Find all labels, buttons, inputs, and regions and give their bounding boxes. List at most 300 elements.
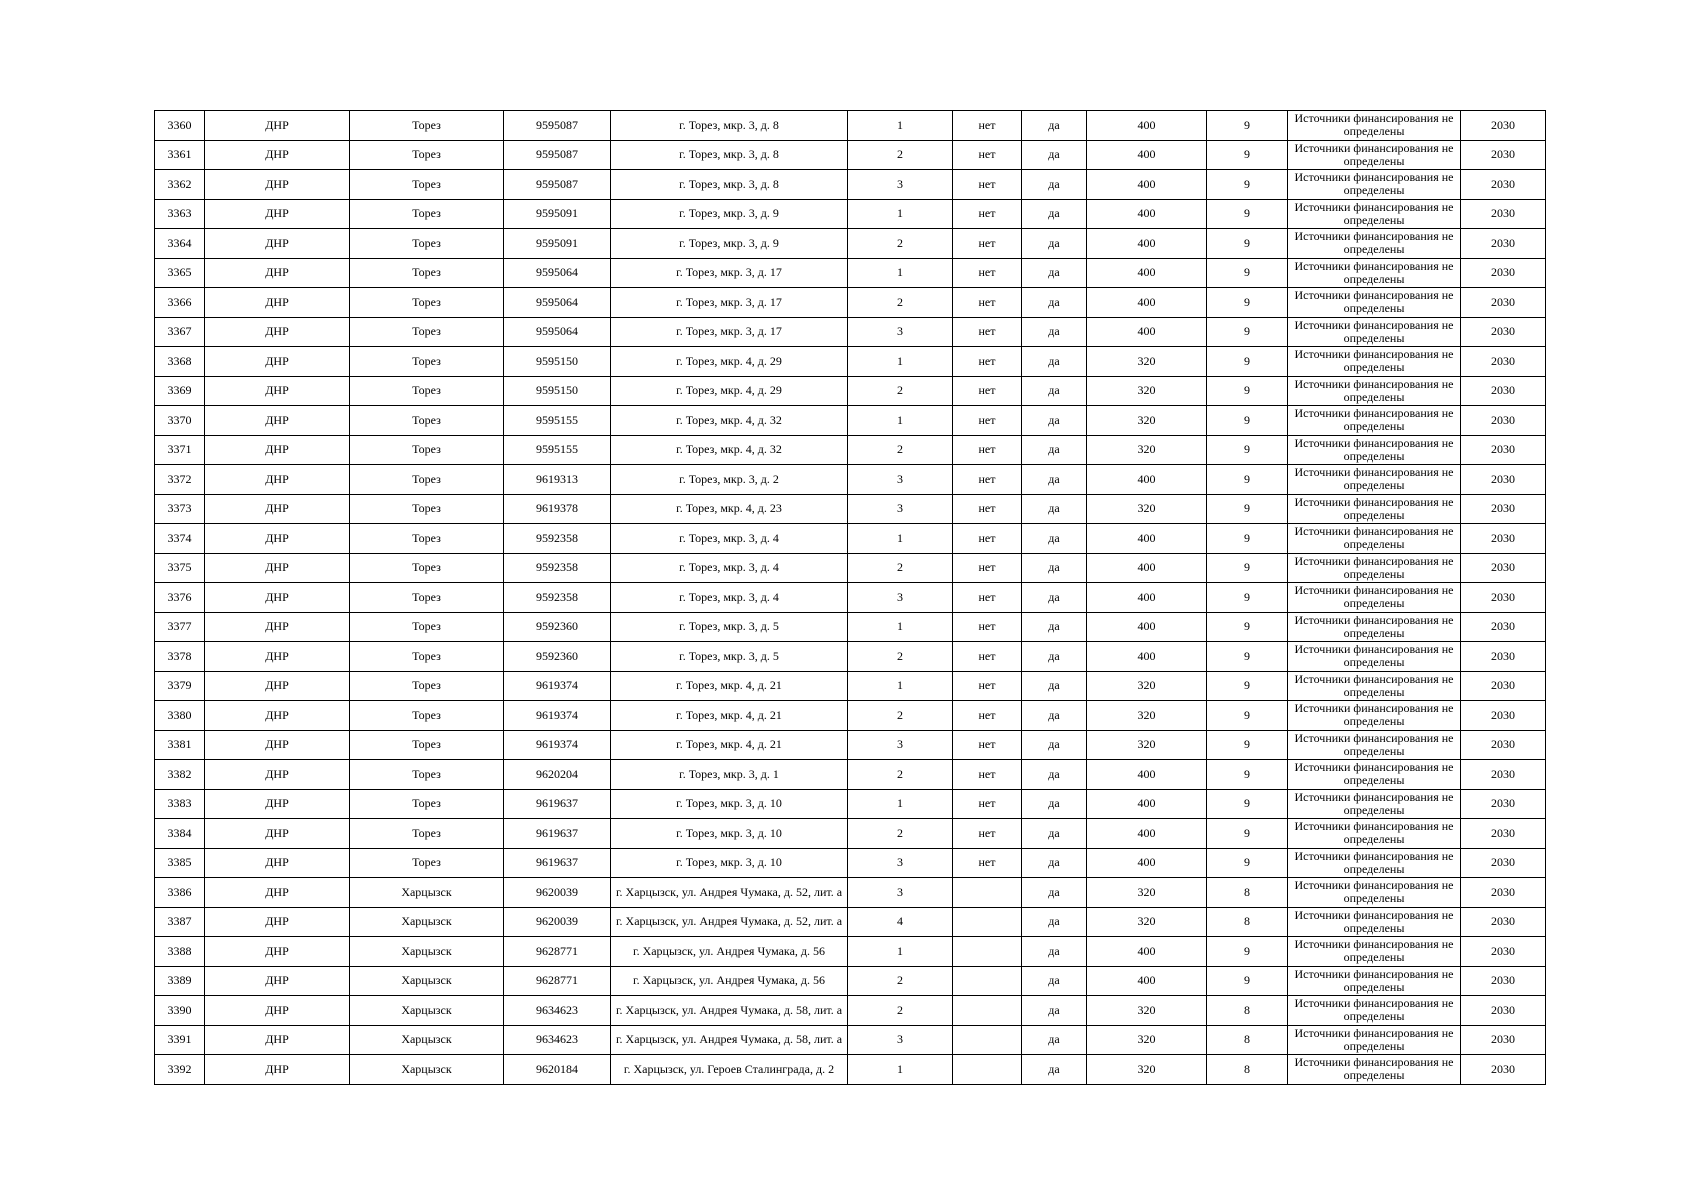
table-row [155,937,1546,967]
floors-cell: 9 [1207,819,1288,849]
region-cell: ДНР [205,1055,350,1085]
value-cell: 400 [1087,553,1207,583]
house-id-cell: 9592360 [504,612,611,642]
region-cell: ДНР [205,789,350,819]
year-cell: 2030 [1461,435,1546,465]
row-number-cell: 3386 [155,878,205,908]
flag-b-cell: да [1022,376,1087,406]
region-cell: ДНР [205,730,350,760]
funding-cell: Источники финансирования не определены [1288,671,1461,701]
city-cell: Торез [350,730,504,760]
house-id-cell: 9592358 [504,553,611,583]
table-row [155,465,1546,495]
flag-a-cell: нет [953,347,1022,377]
floors-cell: 9 [1207,760,1288,790]
flag-a-cell [953,878,1022,908]
region-cell: ДНР [205,170,350,200]
flag-b-cell: да [1022,996,1087,1026]
address-cell: г. Торез, мкр. 3, д. 10 [611,789,848,819]
city-cell: Торез [350,583,504,613]
entrance-cell: 1 [848,406,953,436]
city-cell: Харцызск [350,996,504,1026]
entrance-cell: 2 [848,760,953,790]
funding-cell: Источники финансирования не определены [1288,111,1461,141]
row-number-cell: 3369 [155,376,205,406]
year-cell: 2030 [1461,760,1546,790]
city-cell: Харцызск [350,1055,504,1085]
value-cell: 320 [1087,730,1207,760]
value-cell: 320 [1087,878,1207,908]
floors-cell: 9 [1207,494,1288,524]
city-cell: Торез [350,848,504,878]
flag-b-cell: да [1022,671,1087,701]
floors-cell: 9 [1207,966,1288,996]
value-cell: 400 [1087,258,1207,288]
house-id-cell: 9620184 [504,1055,611,1085]
funding-cell: Источники финансирования не определены [1288,199,1461,229]
house-id-cell: 9619374 [504,671,611,701]
city-cell: Торез [350,111,504,141]
year-cell: 2030 [1461,1055,1546,1085]
region-cell: ДНР [205,937,350,967]
table-row [155,406,1546,436]
flag-b-cell: да [1022,701,1087,731]
city-cell: Торез [350,612,504,642]
region-cell: ДНР [205,111,350,141]
year-cell: 2030 [1461,966,1546,996]
row-number-cell: 3391 [155,1025,205,1055]
row-number-cell: 3374 [155,524,205,554]
table-row [155,140,1546,170]
table-row [155,347,1546,377]
entrance-cell: 1 [848,612,953,642]
entrance-cell: 3 [848,878,953,908]
region-cell: ДНР [205,878,350,908]
year-cell: 2030 [1461,376,1546,406]
address-cell: г. Торез, мкр. 3, д. 4 [611,583,848,613]
table-row [155,996,1546,1026]
address-cell: г. Торез, мкр. 3, д. 17 [611,317,848,347]
region-cell: ДНР [205,288,350,318]
funding-cell: Источники финансирования не определены [1288,553,1461,583]
entrance-cell: 3 [848,1025,953,1055]
flag-a-cell: нет [953,848,1022,878]
entrance-cell: 3 [848,317,953,347]
address-cell: г. Торез, мкр. 3, д. 9 [611,199,848,229]
flag-b-cell: да [1022,170,1087,200]
city-cell: Торез [350,406,504,436]
region-cell: ДНР [205,583,350,613]
year-cell: 2030 [1461,347,1546,377]
city-cell: Торез [350,819,504,849]
row-number-cell: 3392 [155,1055,205,1085]
entrance-cell: 2 [848,966,953,996]
entrance-cell: 1 [848,199,953,229]
city-cell: Харцызск [350,907,504,937]
table-row [155,288,1546,318]
address-cell: г. Торез, мкр. 4, д. 21 [611,671,848,701]
floors-cell: 9 [1207,406,1288,436]
row-number-cell: 3361 [155,140,205,170]
flag-a-cell [953,1055,1022,1085]
region-cell: ДНР [205,701,350,731]
value-cell: 400 [1087,937,1207,967]
address-cell: г. Торез, мкр. 4, д. 21 [611,730,848,760]
floors-cell: 8 [1207,1025,1288,1055]
house-id-cell: 9595064 [504,288,611,318]
flag-b-cell: да [1022,229,1087,259]
address-cell: г. Торез, мкр. 4, д. 32 [611,435,848,465]
city-cell: Торез [350,789,504,819]
address-cell: г. Харцызск, ул. Андрея Чумака, д. 52, лит. а [611,878,848,908]
entrance-cell: 2 [848,376,953,406]
address-cell: г. Торез, мкр. 4, д. 23 [611,494,848,524]
city-cell: Торез [350,671,504,701]
data-table [154,110,1546,1085]
entrance-cell: 3 [848,730,953,760]
funding-cell: Источники финансирования не определены [1288,848,1461,878]
flag-a-cell: нет [953,111,1022,141]
floors-cell: 9 [1207,465,1288,495]
house-id-cell: 9595087 [504,140,611,170]
house-id-cell: 9619637 [504,819,611,849]
city-cell: Торез [350,170,504,200]
row-number-cell: 3363 [155,199,205,229]
floors-cell: 8 [1207,907,1288,937]
house-id-cell: 9592358 [504,524,611,554]
table-row [155,701,1546,731]
region-cell: ДНР [205,435,350,465]
address-cell: г. Торез, мкр. 3, д. 17 [611,288,848,318]
flag-b-cell: да [1022,494,1087,524]
table-row [155,170,1546,200]
floors-cell: 9 [1207,199,1288,229]
year-cell: 2030 [1461,848,1546,878]
flag-a-cell: нет [953,671,1022,701]
flag-a-cell [953,937,1022,967]
table-row [155,760,1546,790]
value-cell: 320 [1087,907,1207,937]
floors-cell: 9 [1207,642,1288,672]
address-cell: г. Торез, мкр. 3, д. 5 [611,612,848,642]
address-cell: г. Торез, мкр. 3, д. 8 [611,140,848,170]
table-row [155,258,1546,288]
row-number-cell: 3373 [155,494,205,524]
city-cell: Торез [350,642,504,672]
city-cell: Харцызск [350,966,504,996]
region-cell: ДНР [205,1025,350,1055]
row-number-cell: 3372 [155,465,205,495]
house-id-cell: 9619374 [504,701,611,731]
value-cell: 320 [1087,996,1207,1026]
funding-cell: Источники финансирования не определены [1288,1055,1461,1085]
funding-cell: Источники финансирования не определены [1288,937,1461,967]
floors-cell: 9 [1207,848,1288,878]
floors-cell: 9 [1207,789,1288,819]
house-id-cell: 9634623 [504,996,611,1026]
value-cell: 400 [1087,288,1207,318]
funding-cell: Источники финансирования не определены [1288,612,1461,642]
flag-b-cell: да [1022,111,1087,141]
flag-b-cell: да [1022,435,1087,465]
row-number-cell: 3379 [155,671,205,701]
house-id-cell: 9619378 [504,494,611,524]
row-number-cell: 3382 [155,760,205,790]
region-cell: ДНР [205,494,350,524]
row-number-cell: 3367 [155,317,205,347]
funding-cell: Источники финансирования не определены [1288,258,1461,288]
flag-b-cell: да [1022,288,1087,318]
funding-cell: Источники финансирования не определены [1288,524,1461,554]
value-cell: 400 [1087,229,1207,259]
region-cell: ДНР [205,966,350,996]
city-cell: Харцызск [350,1025,504,1055]
city-cell: Торез [350,347,504,377]
year-cell: 2030 [1461,524,1546,554]
funding-cell: Источники финансирования не определены [1288,996,1461,1026]
region-cell: ДНР [205,347,350,377]
funding-cell: Источники финансирования не определены [1288,465,1461,495]
address-cell: г. Харцызск, ул. Андрея Чумака, д. 58, лит. а [611,1025,848,1055]
entrance-cell: 2 [848,819,953,849]
address-cell: г. Харцызск, ул. Андрея Чумака, д. 58, лит. а [611,996,848,1026]
region-cell: ДНР [205,317,350,347]
flag-b-cell: да [1022,1025,1087,1055]
table-row [155,789,1546,819]
floors-cell: 8 [1207,878,1288,908]
house-id-cell: 9634623 [504,1025,611,1055]
funding-cell: Источники финансирования не определены [1288,878,1461,908]
city-cell: Торез [350,140,504,170]
flag-a-cell: нет [953,760,1022,790]
city-cell: Харцызск [350,937,504,967]
funding-cell: Источники финансирования не определены [1288,642,1461,672]
value-cell: 400 [1087,848,1207,878]
table-row [155,111,1546,141]
year-cell: 2030 [1461,465,1546,495]
city-cell: Торез [350,553,504,583]
row-number-cell: 3366 [155,288,205,318]
row-number-cell: 3371 [155,435,205,465]
funding-cell: Источники финансирования не определены [1288,907,1461,937]
floors-cell: 9 [1207,376,1288,406]
entrance-cell: 2 [848,553,953,583]
flag-a-cell: нет [953,730,1022,760]
row-number-cell: 3385 [155,848,205,878]
funding-cell: Источники финансирования не определены [1288,229,1461,259]
row-number-cell: 3364 [155,229,205,259]
value-cell: 400 [1087,760,1207,790]
year-cell: 2030 [1461,494,1546,524]
table-row [155,583,1546,613]
region-cell: ДНР [205,524,350,554]
flag-b-cell: да [1022,524,1087,554]
floors-cell: 9 [1207,347,1288,377]
entrance-cell: 1 [848,111,953,141]
flag-a-cell: нет [953,229,1022,259]
value-cell: 400 [1087,199,1207,229]
flag-b-cell: да [1022,819,1087,849]
flag-b-cell: да [1022,553,1087,583]
entrance-cell: 2 [848,701,953,731]
floors-cell: 9 [1207,258,1288,288]
year-cell: 2030 [1461,819,1546,849]
region-cell: ДНР [205,907,350,937]
floors-cell: 9 [1207,553,1288,583]
city-cell: Торез [350,229,504,259]
flag-a-cell: нет [953,553,1022,583]
house-id-cell: 9620039 [504,878,611,908]
table-row [155,612,1546,642]
row-number-cell: 3390 [155,996,205,1026]
row-number-cell: 3378 [155,642,205,672]
row-number-cell: 3380 [155,701,205,731]
city-cell: Торез [350,199,504,229]
value-cell: 400 [1087,317,1207,347]
flag-a-cell: нет [953,642,1022,672]
entrance-cell: 2 [848,229,953,259]
row-number-cell: 3384 [155,819,205,849]
table-row [155,966,1546,996]
city-cell: Торез [350,258,504,288]
address-cell: г. Торез, мкр. 3, д. 8 [611,111,848,141]
entrance-cell: 3 [848,170,953,200]
value-cell: 320 [1087,406,1207,436]
table-row [155,524,1546,554]
city-cell: Торез [350,524,504,554]
house-id-cell: 9619637 [504,848,611,878]
flag-b-cell: да [1022,937,1087,967]
table-row [155,819,1546,849]
year-cell: 2030 [1461,583,1546,613]
entrance-cell: 4 [848,907,953,937]
house-id-cell: 9595087 [504,170,611,200]
flag-a-cell: нет [953,317,1022,347]
year-cell: 2030 [1461,907,1546,937]
flag-a-cell: нет [953,288,1022,318]
value-cell: 400 [1087,140,1207,170]
floors-cell: 9 [1207,671,1288,701]
city-cell: Харцызск [350,878,504,908]
city-cell: Торез [350,317,504,347]
house-id-cell: 9595150 [504,347,611,377]
address-cell: г. Торез, мкр. 3, д. 17 [611,258,848,288]
table-row [155,907,1546,937]
value-cell: 400 [1087,612,1207,642]
year-cell: 2030 [1461,229,1546,259]
funding-cell: Источники финансирования не определены [1288,730,1461,760]
address-cell: г. Торез, мкр. 4, д. 29 [611,347,848,377]
house-id-cell: 9619313 [504,465,611,495]
value-cell: 400 [1087,642,1207,672]
flag-a-cell: нет [953,819,1022,849]
flag-a-cell: нет [953,199,1022,229]
funding-cell: Источники финансирования не определены [1288,376,1461,406]
table-row [155,435,1546,465]
table-row [155,317,1546,347]
entrance-cell: 3 [848,583,953,613]
row-number-cell: 3376 [155,583,205,613]
flag-a-cell: нет [953,376,1022,406]
year-cell: 2030 [1461,642,1546,672]
flag-b-cell: да [1022,317,1087,347]
entrance-cell: 3 [848,848,953,878]
year-cell: 2030 [1461,406,1546,436]
year-cell: 2030 [1461,937,1546,967]
address-cell: г. Харцызск, ул. Андрея Чумака, д. 56 [611,966,848,996]
year-cell: 2030 [1461,258,1546,288]
address-cell: г. Харцызск, ул. Андрея Чумака, д. 56 [611,937,848,967]
year-cell: 2030 [1461,996,1546,1026]
year-cell: 2030 [1461,701,1546,731]
region-cell: ДНР [205,642,350,672]
flag-b-cell: да [1022,789,1087,819]
flag-a-cell: нет [953,701,1022,731]
region-cell: ДНР [205,199,350,229]
year-cell: 2030 [1461,111,1546,141]
address-cell: г. Торез, мкр. 3, д. 4 [611,553,848,583]
year-cell: 2030 [1461,612,1546,642]
flag-b-cell: да [1022,406,1087,436]
entrance-cell: 2 [848,996,953,1026]
house-id-cell: 9595091 [504,229,611,259]
city-cell: Торез [350,760,504,790]
house-id-cell: 9595064 [504,317,611,347]
value-cell: 320 [1087,1055,1207,1085]
flag-a-cell: нет [953,494,1022,524]
year-cell: 2030 [1461,671,1546,701]
row-number-cell: 3362 [155,170,205,200]
year-cell: 2030 [1461,140,1546,170]
year-cell: 2030 [1461,199,1546,229]
value-cell: 400 [1087,789,1207,819]
flag-a-cell: нет [953,789,1022,819]
funding-cell: Источники финансирования не определены [1288,583,1461,613]
entrance-cell: 1 [848,258,953,288]
row-number-cell: 3377 [155,612,205,642]
flag-a-cell: нет [953,435,1022,465]
entrance-cell: 1 [848,347,953,377]
region-cell: ДНР [205,553,350,583]
funding-cell: Источники финансирования не определены [1288,140,1461,170]
address-cell: г. Торез, мкр. 4, д. 32 [611,406,848,436]
value-cell: 400 [1087,170,1207,200]
city-cell: Торез [350,465,504,495]
entrance-cell: 2 [848,435,953,465]
funding-cell: Источники финансирования не определены [1288,760,1461,790]
region-cell: ДНР [205,465,350,495]
funding-cell: Источники финансирования не определены [1288,819,1461,849]
year-cell: 2030 [1461,170,1546,200]
flag-a-cell: нет [953,406,1022,436]
region-cell: ДНР [205,229,350,259]
region-cell: ДНР [205,406,350,436]
floors-cell: 9 [1207,170,1288,200]
address-cell: г. Торез, мкр. 3, д. 1 [611,760,848,790]
value-cell: 320 [1087,494,1207,524]
region-cell: ДНР [205,819,350,849]
house-id-cell: 9595091 [504,199,611,229]
value-cell: 320 [1087,435,1207,465]
address-cell: г. Харцызск, ул. Героев Сталинграда, д. 2 [611,1055,848,1085]
address-cell: г. Торез, мкр. 3, д. 5 [611,642,848,672]
flag-b-cell: да [1022,465,1087,495]
floors-cell: 8 [1207,1055,1288,1085]
flag-b-cell: да [1022,907,1087,937]
entrance-cell: 2 [848,140,953,170]
flag-b-cell: да [1022,848,1087,878]
entrance-cell: 1 [848,789,953,819]
